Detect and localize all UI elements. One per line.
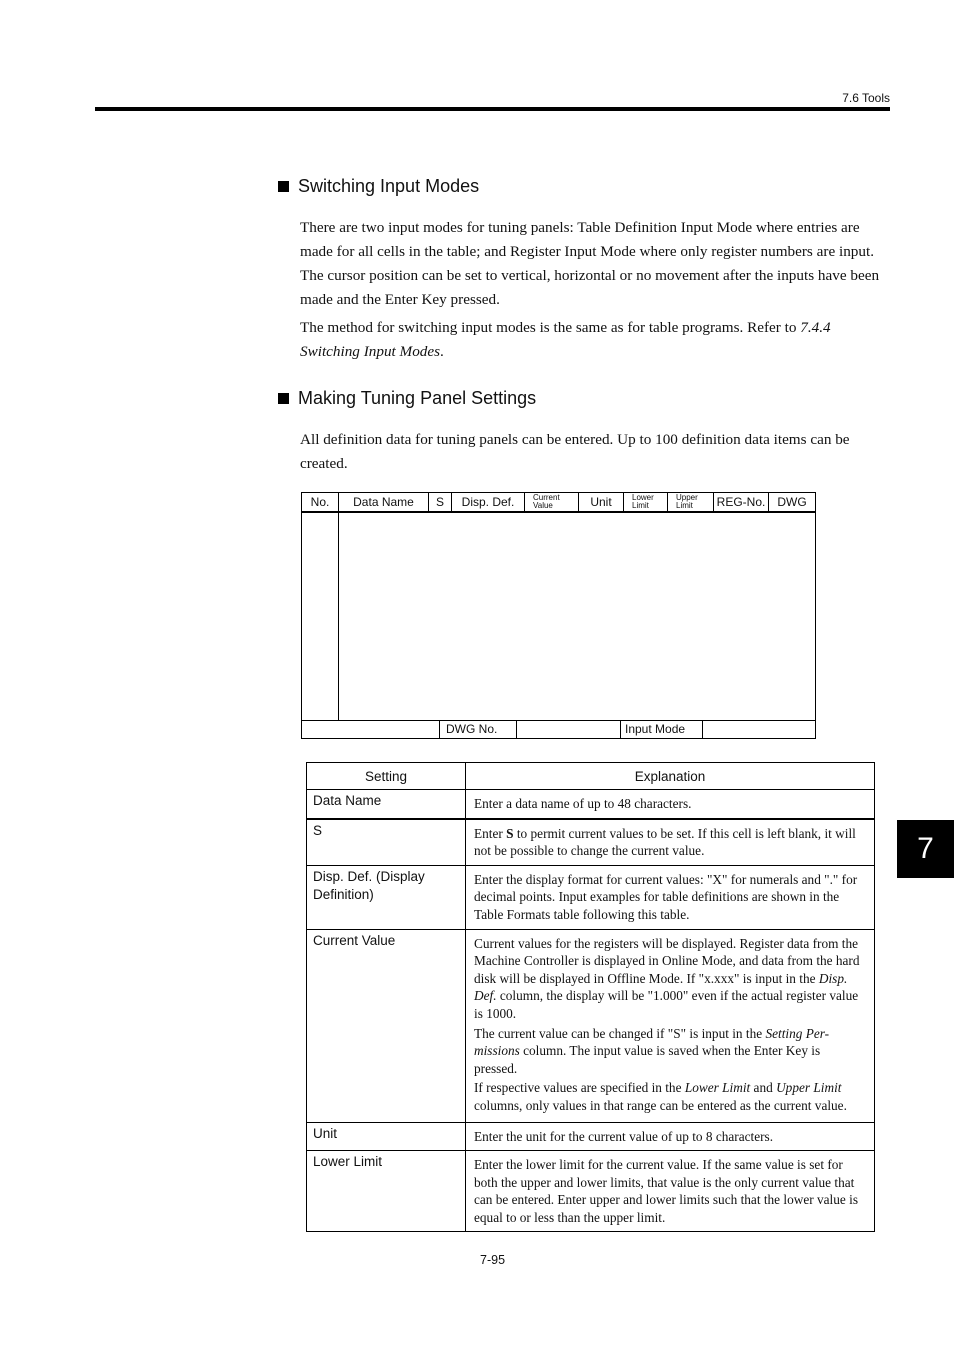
label-line: Upper — [676, 493, 698, 502]
square-bullet-icon — [278, 393, 289, 404]
text: . — [440, 343, 444, 360]
label-line: Limit — [676, 501, 693, 510]
col-current-value — [525, 493, 579, 511]
text: Enter — [474, 825, 507, 841]
divider — [439, 721, 440, 739]
label-line: Lower — [632, 493, 654, 502]
square-bullet-icon — [278, 181, 289, 192]
table-row — [307, 1151, 875, 1232]
explanation-cell: Enter the unit for the current value of up to 8 characters. — [466, 1122, 875, 1151]
col-upper-limit — [668, 493, 714, 511]
setting-cell: Current Value — [307, 929, 466, 1122]
col-s: S — [429, 493, 452, 511]
table-header-row — [307, 763, 875, 790]
footer-input-mode-label: Input Mode — [625, 722, 686, 736]
text: column. The input value is saved when the Enter Key is pressed. — [474, 1043, 821, 1076]
text: columns, only values in that range can be entered as the current value. — [474, 1097, 847, 1113]
panel-footer-row — [302, 720, 815, 739]
table-row — [307, 865, 875, 929]
divider — [516, 721, 517, 739]
table-row — [307, 819, 875, 866]
explanation-cell: Enter the display format for current values: "X" for numerals and "." for decimal points. Input examples for table definitions are shown in the Table Formats table following this table. — [466, 865, 875, 929]
running-header: 7.6 Tools — [842, 91, 890, 105]
explanation-paragraph — [474, 1025, 866, 1078]
col-unit: Unit — [579, 493, 624, 511]
divider — [702, 721, 703, 739]
italic-text: Setting Per-missions — [474, 1025, 830, 1059]
tuning-panel-figure — [301, 492, 816, 739]
text: The method for switching input modes is the same as for table programs. Refer to — [300, 319, 801, 336]
label-line: Value — [533, 501, 553, 510]
col-dwg: DWG — [777, 495, 807, 509]
page-number: 7-95 — [480, 1253, 506, 1267]
text: Current values for the registers will be displayed. Register data from the Machine Controller is displayed in Online Mode, and data from the hard disk will be displayed in Offline Mode. If "x.xxx" is input in the — [474, 935, 860, 986]
settings-table — [306, 762, 875, 1232]
explanation-paragraph — [474, 1079, 866, 1114]
setting-cell: Disp. Def. (Display Definition) — [307, 865, 466, 929]
bold-text: S — [506, 825, 514, 841]
italic-text: Disp. Def. — [474, 970, 848, 1004]
cross-reference-link[interactable]: 7.4.4 Switching Input Modes — [300, 319, 831, 360]
setting-cell: S — [307, 819, 466, 866]
section-title: Making Tuning Panel Settings — [298, 388, 537, 408]
col-no: No. — [302, 493, 339, 511]
explanation-cell: Enter a data name of up to 48 characters. — [466, 790, 875, 819]
col-disp-def: Disp. Def. — [452, 493, 525, 511]
col-data-name: Data Name — [339, 493, 429, 511]
table-row — [307, 790, 875, 819]
text: If respective values are specified in the — [474, 1080, 685, 1096]
header-explanation: Explanation — [466, 763, 875, 790]
explanation-cell — [466, 929, 875, 1122]
setting-cell: Unit — [307, 1122, 466, 1151]
paragraph-reference — [300, 316, 892, 364]
header-rule — [95, 107, 890, 111]
panel-header-row — [302, 493, 815, 513]
text: column, the display will be "1.000" even if the actual register value is 1000. — [474, 988, 859, 1021]
chapter-tab: 7 — [897, 820, 954, 878]
header-setting: Setting — [307, 763, 466, 790]
explanation-paragraph — [474, 935, 866, 1023]
explanation-cell — [466, 819, 875, 866]
section-title: Switching Input Modes — [298, 176, 480, 196]
table-row — [307, 929, 875, 1122]
text: The current value can be changed if "S" is input in the — [474, 1025, 766, 1041]
italic-text: Upper Limit — [776, 1080, 842, 1096]
section-heading-switching — [278, 176, 479, 197]
divider — [620, 721, 621, 739]
setting-cell: Lower Limit — [307, 1151, 466, 1232]
setting-cell: Data Name — [307, 790, 466, 819]
text: to permit current values to be set. If this cell is left blank, it will not be possible to change the current value. — [474, 825, 856, 859]
col-lower-limit — [624, 493, 668, 511]
panel-column-divider — [338, 513, 339, 720]
section-heading-tuning — [278, 388, 536, 409]
footer-dwg-label: DWG No. — [446, 722, 498, 736]
paragraph: There are two input modes for tuning panels: Table Definition Input Mode where entries are made for all cells in the table; and Register Input Mode where only register numbers are input. The cursor position can be set to vertical, horizontal or no movement after the inputs have been made and the Enter Key pressed. — [300, 219, 880, 308]
col-reg-no: REG-No. — [714, 493, 769, 511]
text: and — [750, 1080, 777, 1096]
explanation-cell: Enter the lower limit for the current value. If the same value is set for both the upper and lower limits, that value is the only current value that can be entered. Enter upper and lower limits such that the lower value is equal to or less than the upper limit. — [466, 1151, 875, 1232]
table-row — [307, 1122, 875, 1151]
label-line: Current — [533, 493, 560, 502]
italic-text: Lower Limit — [684, 1080, 751, 1096]
paragraph: All definition data for tuning panels can be entered. Up to 100 definition data items can be created. — [300, 431, 850, 472]
label-line: Limit — [632, 501, 649, 510]
